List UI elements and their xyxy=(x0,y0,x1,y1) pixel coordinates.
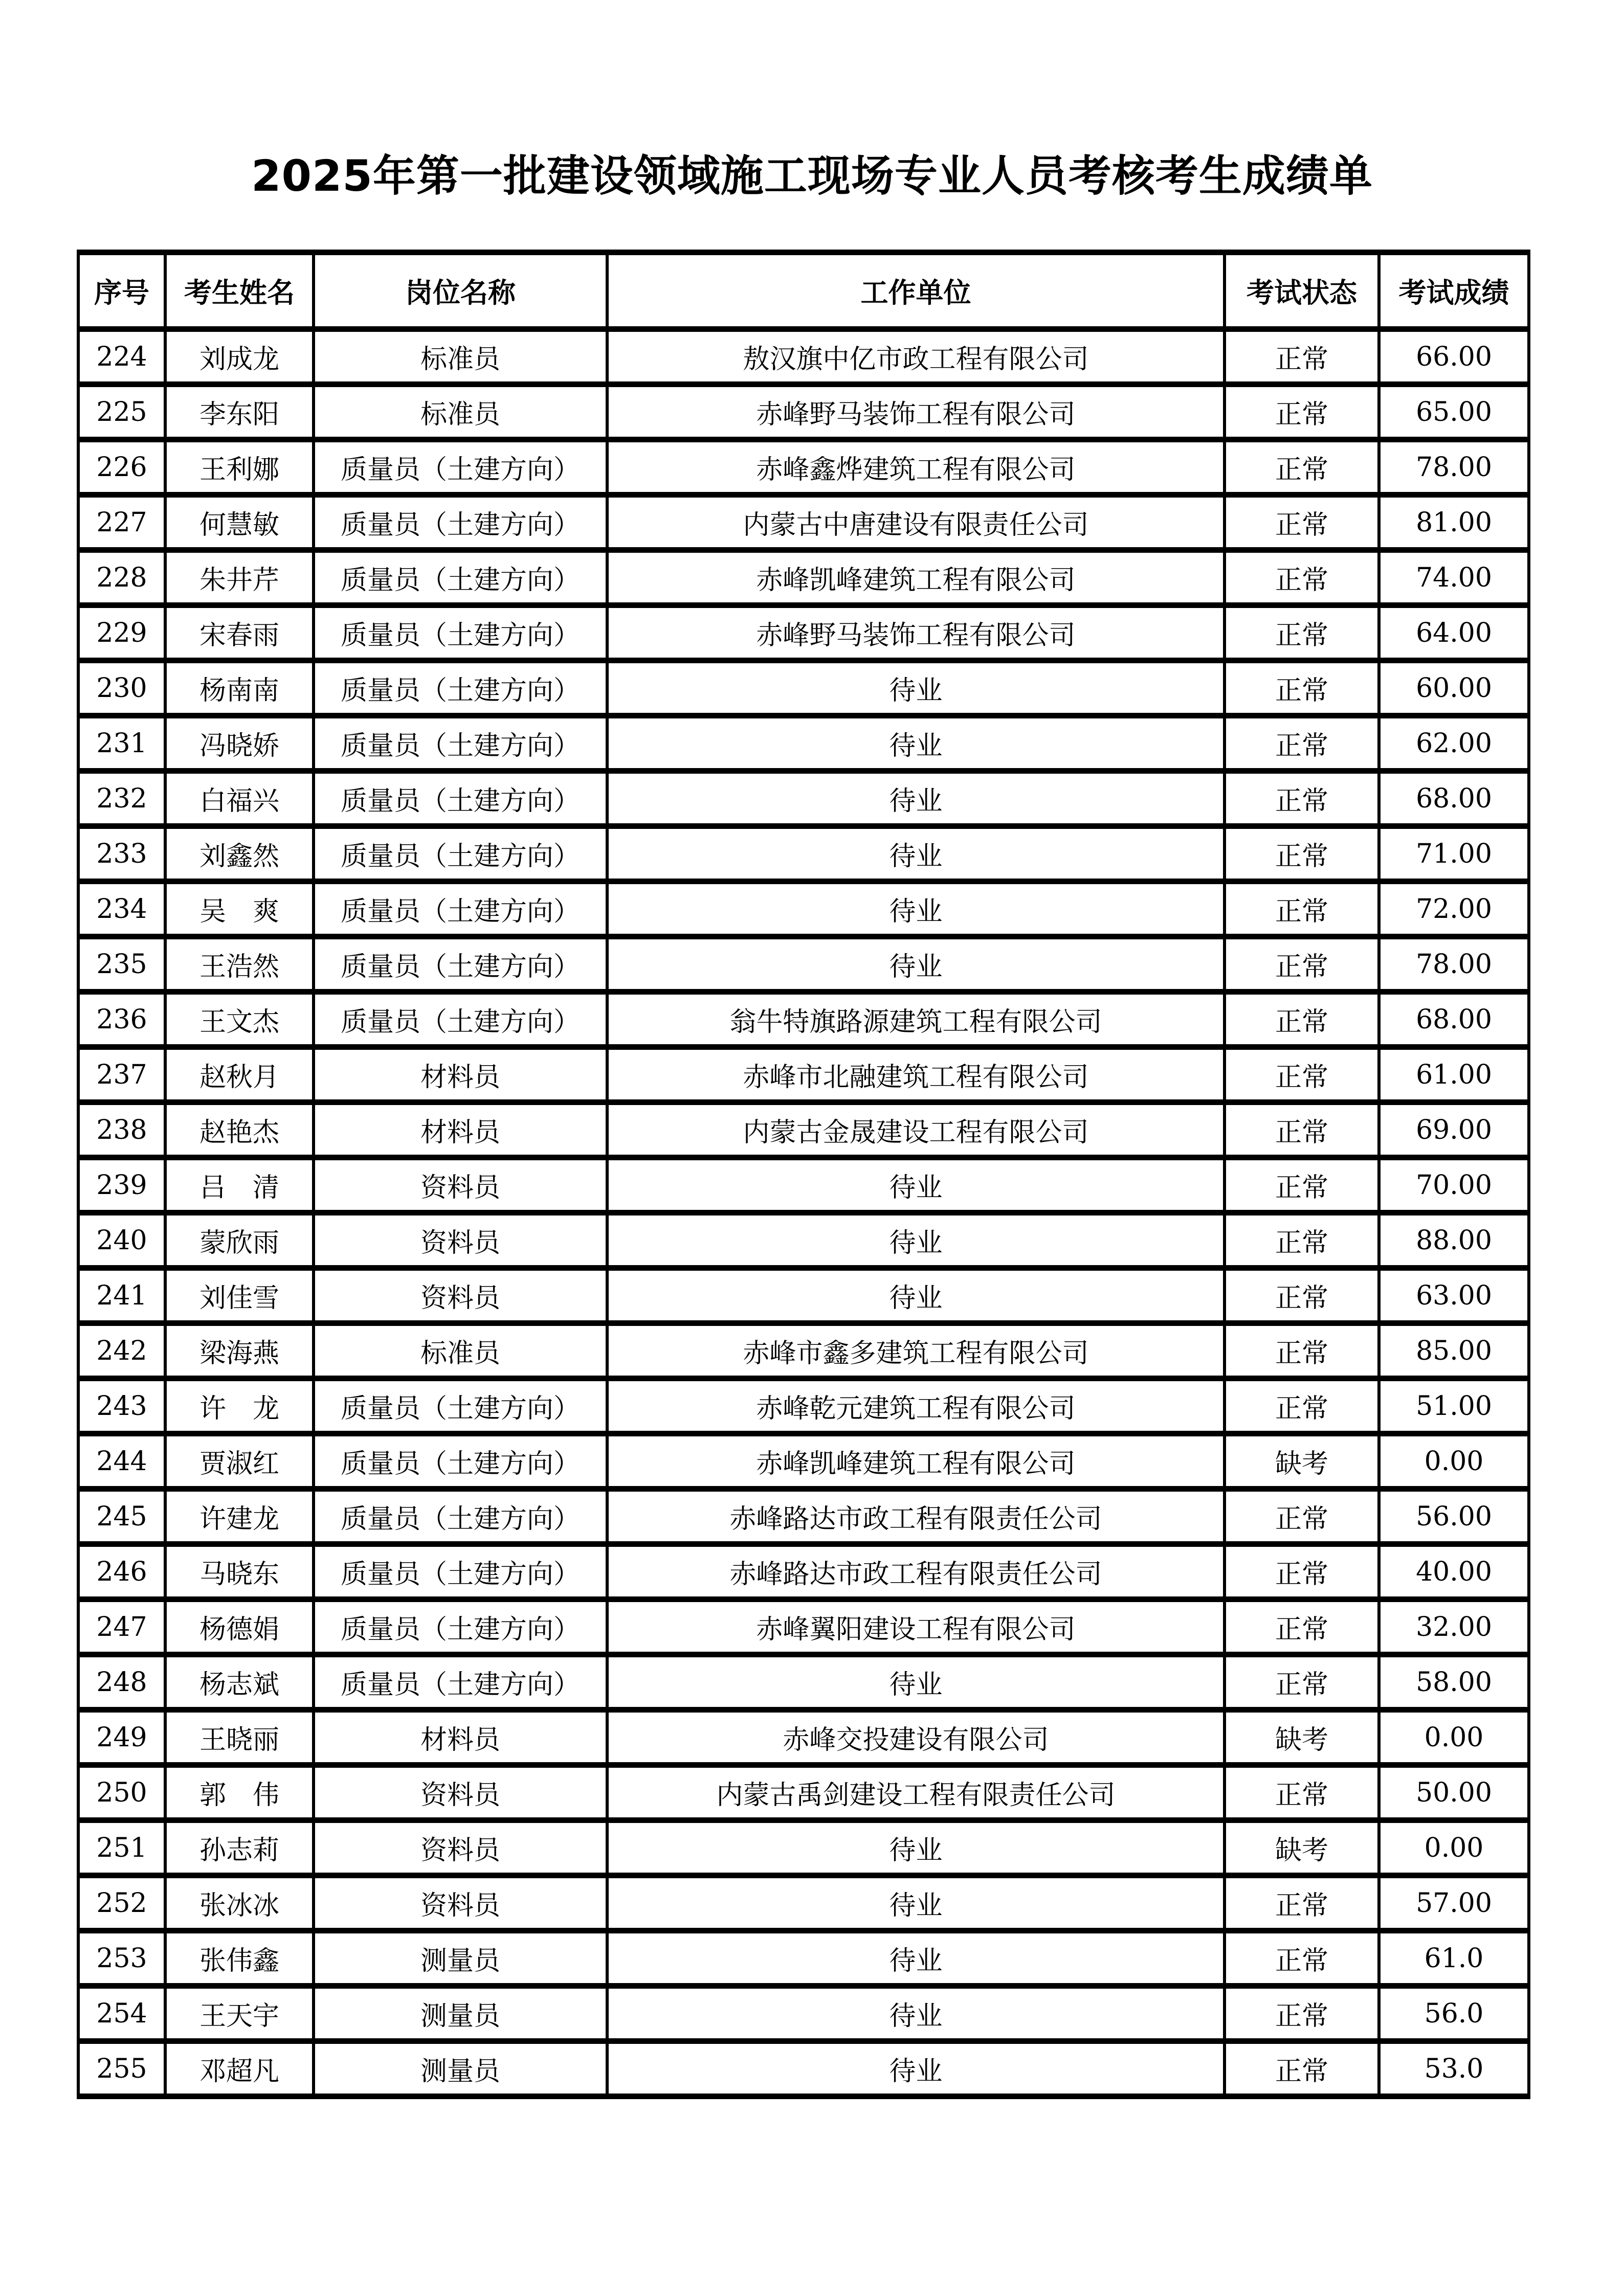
candidate-name: 吕清 xyxy=(199,1173,279,1204)
serial-cell: 249 xyxy=(78,1710,165,1765)
serial-cell: 234 xyxy=(78,882,165,937)
serial-cell: 248 xyxy=(78,1655,165,1710)
position-cell: 质量员（土建方向） xyxy=(314,1379,607,1434)
serial-cell: 236 xyxy=(78,992,165,1047)
candidate-name: 许建龙 xyxy=(199,1504,279,1535)
employer-cell: 待业 xyxy=(607,1931,1225,1986)
table-row xyxy=(78,1379,1529,1434)
position-cell: 标准员 xyxy=(314,1323,607,1379)
status-cell: 正常 xyxy=(1225,1102,1379,1158)
employer-cell: 赤峰鑫烨建筑工程有限公司 xyxy=(607,440,1225,495)
column-header-name: 考生姓名 xyxy=(165,253,314,329)
candidate-name: 张伟鑫 xyxy=(199,1946,279,1977)
employer-cell: 内蒙古禹剑建设工程有限责任公司 xyxy=(607,1765,1225,1820)
table-row xyxy=(78,826,1529,882)
status-cell: 正常 xyxy=(1225,826,1379,882)
candidate-name: 许龙 xyxy=(199,1393,279,1425)
score-cell: 56.0 xyxy=(1379,1986,1529,2041)
name-cell xyxy=(165,716,314,771)
status-cell: 缺考 xyxy=(1225,1710,1379,1765)
serial-cell: 255 xyxy=(78,2041,165,2097)
employer-cell: 赤峰野马装饰工程有限公司 xyxy=(607,385,1225,440)
name-cell xyxy=(165,1489,314,1544)
score-cell: 71.00 xyxy=(1379,826,1529,882)
employer-cell: 待业 xyxy=(607,1986,1225,2041)
status-cell: 缺考 xyxy=(1225,1434,1379,1489)
position-cell: 测量员 xyxy=(314,2041,607,2097)
employer-cell: 赤峰市鑫多建筑工程有限公司 xyxy=(607,1323,1225,1379)
table-row xyxy=(78,1765,1529,1820)
serial-cell: 229 xyxy=(78,605,165,661)
position-cell: 质量员（土建方向） xyxy=(314,440,607,495)
serial-cell: 231 xyxy=(78,716,165,771)
score-cell: 57.00 xyxy=(1379,1876,1529,1931)
position-cell: 质量员（土建方向） xyxy=(314,716,607,771)
table-row xyxy=(78,495,1529,550)
serial-cell: 246 xyxy=(78,1544,165,1600)
serial-cell: 242 xyxy=(78,1323,165,1379)
candidate-name: 邓超凡 xyxy=(199,2056,279,2087)
employer-cell: 赤峰路达市政工程有限责任公司 xyxy=(607,1489,1225,1544)
table-row xyxy=(78,771,1529,826)
candidate-name: 郭伟 xyxy=(199,1780,279,1811)
candidate-name: 李东阳 xyxy=(199,399,279,431)
employer-cell: 赤峰翼阳建设工程有限公司 xyxy=(607,1600,1225,1655)
score-cell: 56.00 xyxy=(1379,1489,1529,1544)
employer-cell: 待业 xyxy=(607,1876,1225,1931)
employer-cell: 赤峰市北融建筑工程有限公司 xyxy=(607,1047,1225,1102)
status-cell: 正常 xyxy=(1225,329,1379,385)
table-row xyxy=(78,385,1529,440)
table-row xyxy=(78,1710,1529,1765)
employer-cell: 待业 xyxy=(607,716,1225,771)
score-cell: 74.00 xyxy=(1379,550,1529,605)
employer-cell: 待业 xyxy=(607,882,1225,937)
position-cell: 质量员（土建方向） xyxy=(314,605,607,661)
candidate-name: 王文杰 xyxy=(199,1007,279,1038)
serial-cell: 237 xyxy=(78,1047,165,1102)
page-title: 2025年第一批建设领域施工现场专业人员考核考生成绩单 xyxy=(251,151,1373,201)
table-row xyxy=(78,1047,1529,1102)
table-row xyxy=(78,329,1529,385)
employer-cell: 待业 xyxy=(607,1158,1225,1213)
employer-cell: 待业 xyxy=(607,771,1225,826)
score-cell: 66.00 xyxy=(1379,329,1529,385)
score-cell: 69.00 xyxy=(1379,1102,1529,1158)
name-cell xyxy=(165,771,314,826)
position-cell: 质量员（土建方向） xyxy=(314,992,607,1047)
serial-cell: 238 xyxy=(78,1102,165,1158)
status-cell: 正常 xyxy=(1225,716,1379,771)
position-cell: 资料员 xyxy=(314,1876,607,1931)
name-cell xyxy=(165,1434,314,1489)
candidate-name: 刘鑫然 xyxy=(199,841,279,872)
position-cell: 质量员（土建方向） xyxy=(314,550,607,605)
table-row xyxy=(78,1820,1529,1876)
position-cell: 材料员 xyxy=(314,1047,607,1102)
candidate-name: 朱井芹 xyxy=(199,565,279,596)
table-row xyxy=(78,1655,1529,1710)
position-cell: 材料员 xyxy=(314,1710,607,1765)
status-cell: 正常 xyxy=(1225,771,1379,826)
name-cell xyxy=(165,826,314,882)
serial-cell: 240 xyxy=(78,1213,165,1268)
score-cell: 40.00 xyxy=(1379,1544,1529,1600)
serial-cell: 245 xyxy=(78,1489,165,1544)
name-cell xyxy=(165,1710,314,1765)
name-cell xyxy=(165,495,314,550)
candidate-name: 何慧敏 xyxy=(199,510,279,541)
position-cell: 标准员 xyxy=(314,385,607,440)
status-cell: 正常 xyxy=(1225,992,1379,1047)
name-cell xyxy=(165,1765,314,1820)
status-cell: 正常 xyxy=(1225,1876,1379,1931)
score-cell: 88.00 xyxy=(1379,1213,1529,1268)
position-cell: 测量员 xyxy=(314,1931,607,1986)
candidate-name: 马晓东 xyxy=(199,1559,279,1590)
table-row xyxy=(78,1268,1529,1323)
table-row xyxy=(78,661,1529,716)
candidate-name: 赵秋月 xyxy=(199,1062,279,1093)
employer-cell: 赤峰交投建设有限公司 xyxy=(607,1710,1225,1765)
position-cell: 质量员（土建方向） xyxy=(314,1434,607,1489)
position-cell: 质量员（土建方向） xyxy=(314,661,607,716)
score-cell: 62.00 xyxy=(1379,716,1529,771)
serial-cell: 253 xyxy=(78,1931,165,1986)
score-cell: 61.00 xyxy=(1379,1047,1529,1102)
name-cell xyxy=(165,937,314,992)
name-cell xyxy=(165,1268,314,1323)
column-header-employer: 工作单位 xyxy=(607,253,1225,329)
score-cell: 72.00 xyxy=(1379,882,1529,937)
status-cell: 正常 xyxy=(1225,661,1379,716)
employer-cell: 待业 xyxy=(607,1820,1225,1876)
candidate-name: 冯晓娇 xyxy=(199,731,279,762)
table-row xyxy=(78,1323,1529,1379)
employer-cell: 赤峰乾元建筑工程有限公司 xyxy=(607,1379,1225,1434)
serial-cell: 233 xyxy=(78,826,165,882)
candidate-name: 张冰冰 xyxy=(199,1890,279,1922)
position-cell: 质量员（土建方向） xyxy=(314,826,607,882)
position-cell: 质量员（土建方向） xyxy=(314,771,607,826)
serial-cell: 235 xyxy=(78,937,165,992)
score-cell: 0.00 xyxy=(1379,1820,1529,1876)
serial-cell: 251 xyxy=(78,1820,165,1876)
score-cell: 61.0 xyxy=(1379,1931,1529,1986)
candidate-name: 吴爽 xyxy=(199,896,279,928)
table-row xyxy=(78,1876,1529,1931)
serial-cell: 254 xyxy=(78,1986,165,2041)
serial-cell: 241 xyxy=(78,1268,165,1323)
position-cell: 质量员（土建方向） xyxy=(314,1544,607,1600)
name-cell xyxy=(165,1931,314,1986)
table-row xyxy=(78,605,1529,661)
employer-cell: 待业 xyxy=(607,661,1225,716)
score-cell: 68.00 xyxy=(1379,771,1529,826)
candidate-name: 杨德娟 xyxy=(199,1614,279,1646)
position-cell: 资料员 xyxy=(314,1213,607,1268)
score-cell: 78.00 xyxy=(1379,937,1529,992)
position-cell: 资料员 xyxy=(314,1268,607,1323)
status-cell: 正常 xyxy=(1225,440,1379,495)
employer-cell: 赤峰凯峰建筑工程有限公司 xyxy=(607,1434,1225,1489)
serial-cell: 250 xyxy=(78,1765,165,1820)
candidate-name: 王晓丽 xyxy=(199,1725,279,1756)
table-row xyxy=(78,1986,1529,2041)
employer-cell: 内蒙古中唐建设有限责任公司 xyxy=(607,495,1225,550)
table-row xyxy=(78,716,1529,771)
name-cell xyxy=(165,882,314,937)
table-row xyxy=(78,937,1529,992)
employer-cell: 待业 xyxy=(607,1655,1225,1710)
table-row xyxy=(78,550,1529,605)
name-cell xyxy=(165,1323,314,1379)
score-cell: 63.00 xyxy=(1379,1268,1529,1323)
employer-cell: 待业 xyxy=(607,826,1225,882)
position-cell: 资料员 xyxy=(314,1765,607,1820)
name-cell xyxy=(165,1820,314,1876)
candidate-name: 赵艳杰 xyxy=(199,1117,279,1149)
employer-cell: 翁牛特旗路源建筑工程有限公司 xyxy=(607,992,1225,1047)
position-cell: 质量员（土建方向） xyxy=(314,937,607,992)
candidate-name: 杨南南 xyxy=(199,676,279,707)
column-header-serial: 序号 xyxy=(78,253,165,329)
table-row xyxy=(78,1102,1529,1158)
name-cell xyxy=(165,1986,314,2041)
score-cell: 64.00 xyxy=(1379,605,1529,661)
position-cell: 质量员（土建方向） xyxy=(314,1489,607,1544)
table-row xyxy=(78,2041,1529,2097)
status-cell: 正常 xyxy=(1225,1600,1379,1655)
score-cell: 78.00 xyxy=(1379,440,1529,495)
serial-cell: 230 xyxy=(78,661,165,716)
name-cell xyxy=(165,1544,314,1600)
table-row xyxy=(78,1158,1529,1213)
status-cell: 正常 xyxy=(1225,550,1379,605)
name-cell xyxy=(165,992,314,1047)
status-cell: 正常 xyxy=(1225,2041,1379,2097)
score-cell: 50.00 xyxy=(1379,1765,1529,1820)
table-row xyxy=(78,1434,1529,1489)
candidate-name: 梁海燕 xyxy=(199,1338,279,1369)
status-cell: 正常 xyxy=(1225,1655,1379,1710)
status-cell: 正常 xyxy=(1225,495,1379,550)
employer-cell: 内蒙古金晟建设工程有限公司 xyxy=(607,1102,1225,1158)
serial-cell: 252 xyxy=(78,1876,165,1931)
status-cell: 正常 xyxy=(1225,1047,1379,1102)
status-cell: 正常 xyxy=(1225,882,1379,937)
status-cell: 正常 xyxy=(1225,1931,1379,1986)
employer-cell: 待业 xyxy=(607,1213,1225,1268)
name-cell xyxy=(165,2041,314,2097)
table-row xyxy=(78,1489,1529,1544)
position-cell: 资料员 xyxy=(314,1158,607,1213)
table-row xyxy=(78,1931,1529,1986)
status-cell: 正常 xyxy=(1225,385,1379,440)
score-cell: 65.00 xyxy=(1379,385,1529,440)
status-cell: 正常 xyxy=(1225,1489,1379,1544)
serial-cell: 232 xyxy=(78,771,165,826)
status-cell: 正常 xyxy=(1225,1268,1379,1323)
score-cell: 68.00 xyxy=(1379,992,1529,1047)
name-cell xyxy=(165,661,314,716)
employer-cell: 赤峰凯峰建筑工程有限公司 xyxy=(607,550,1225,605)
position-cell: 质量员（土建方向） xyxy=(314,882,607,937)
table-body xyxy=(78,329,1529,2097)
candidate-name: 宋春雨 xyxy=(199,620,279,651)
employer-cell: 赤峰野马装饰工程有限公司 xyxy=(607,605,1225,661)
position-cell: 测量员 xyxy=(314,1986,607,2041)
position-cell: 标准员 xyxy=(314,329,607,385)
table-row xyxy=(78,882,1529,937)
score-cell: 85.00 xyxy=(1379,1323,1529,1379)
status-cell: 正常 xyxy=(1225,1213,1379,1268)
candidate-name: 孙志莉 xyxy=(199,1835,279,1866)
score-cell: 51.00 xyxy=(1379,1379,1529,1434)
status-cell: 缺考 xyxy=(1225,1820,1379,1876)
serial-cell: 244 xyxy=(78,1434,165,1489)
name-cell xyxy=(165,385,314,440)
position-cell: 材料员 xyxy=(314,1102,607,1158)
name-cell xyxy=(165,1102,314,1158)
name-cell xyxy=(165,440,314,495)
table-row xyxy=(78,1213,1529,1268)
score-cell: 0.00 xyxy=(1379,1710,1529,1765)
name-cell xyxy=(165,1158,314,1213)
name-cell xyxy=(165,1600,314,1655)
serial-cell: 226 xyxy=(78,440,165,495)
serial-cell: 239 xyxy=(78,1158,165,1213)
candidate-name: 王利娜 xyxy=(199,455,279,486)
position-cell: 质量员（土建方向） xyxy=(314,495,607,550)
status-cell: 正常 xyxy=(1225,605,1379,661)
name-cell xyxy=(165,550,314,605)
status-cell: 正常 xyxy=(1225,1765,1379,1820)
score-cell: 53.0 xyxy=(1379,2041,1529,2097)
employer-cell: 敖汉旗中亿市政工程有限公司 xyxy=(607,329,1225,385)
status-cell: 正常 xyxy=(1225,1986,1379,2041)
table-row xyxy=(78,992,1529,1047)
table-row xyxy=(78,440,1529,495)
serial-cell: 243 xyxy=(78,1379,165,1434)
serial-cell: 227 xyxy=(78,495,165,550)
candidate-name: 刘成龙 xyxy=(199,344,279,375)
candidate-name: 王浩然 xyxy=(199,952,279,983)
score-cell: 32.00 xyxy=(1379,1600,1529,1655)
serial-cell: 228 xyxy=(78,550,165,605)
name-cell xyxy=(165,605,314,661)
candidate-name: 贾淑红 xyxy=(199,1449,279,1480)
column-header-score: 考试成绩 xyxy=(1379,253,1529,329)
score-cell: 70.00 xyxy=(1379,1158,1529,1213)
score-cell: 58.00 xyxy=(1379,1655,1529,1710)
status-cell: 正常 xyxy=(1225,937,1379,992)
employer-cell: 赤峰路达市政工程有限责任公司 xyxy=(607,1544,1225,1600)
name-cell xyxy=(165,1213,314,1268)
employer-cell: 待业 xyxy=(607,937,1225,992)
candidate-name: 蒙欣雨 xyxy=(199,1228,279,1259)
name-cell xyxy=(165,1047,314,1102)
column-header-status: 考试状态 xyxy=(1225,253,1379,329)
position-cell: 质量员（土建方向） xyxy=(314,1655,607,1710)
position-cell: 资料员 xyxy=(314,1820,607,1876)
table-row xyxy=(78,1544,1529,1600)
candidate-name: 刘佳雪 xyxy=(199,1283,279,1314)
candidate-name: 杨志斌 xyxy=(199,1670,279,1701)
name-cell xyxy=(165,329,314,385)
serial-cell: 224 xyxy=(78,329,165,385)
employer-cell: 待业 xyxy=(607,1268,1225,1323)
status-cell: 正常 xyxy=(1225,1158,1379,1213)
table-row xyxy=(78,1600,1529,1655)
serial-cell: 225 xyxy=(78,385,165,440)
name-cell xyxy=(165,1655,314,1710)
score-cell: 0.00 xyxy=(1379,1434,1529,1489)
position-cell: 质量员（土建方向） xyxy=(314,1600,607,1655)
candidate-name: 白福兴 xyxy=(199,786,279,817)
column-header-position: 岗位名称 xyxy=(314,253,607,329)
employer-cell: 待业 xyxy=(607,2041,1225,2097)
score-cell: 60.00 xyxy=(1379,661,1529,716)
serial-cell: 247 xyxy=(78,1600,165,1655)
candidate-name: 王天宇 xyxy=(199,2001,279,2032)
header-row xyxy=(78,253,1529,329)
status-cell: 正常 xyxy=(1225,1379,1379,1434)
status-cell: 正常 xyxy=(1225,1323,1379,1379)
name-cell xyxy=(165,1379,314,1434)
status-cell: 正常 xyxy=(1225,1544,1379,1600)
score-table xyxy=(77,250,1530,2099)
name-cell xyxy=(165,1876,314,1931)
score-cell: 81.00 xyxy=(1379,495,1529,550)
